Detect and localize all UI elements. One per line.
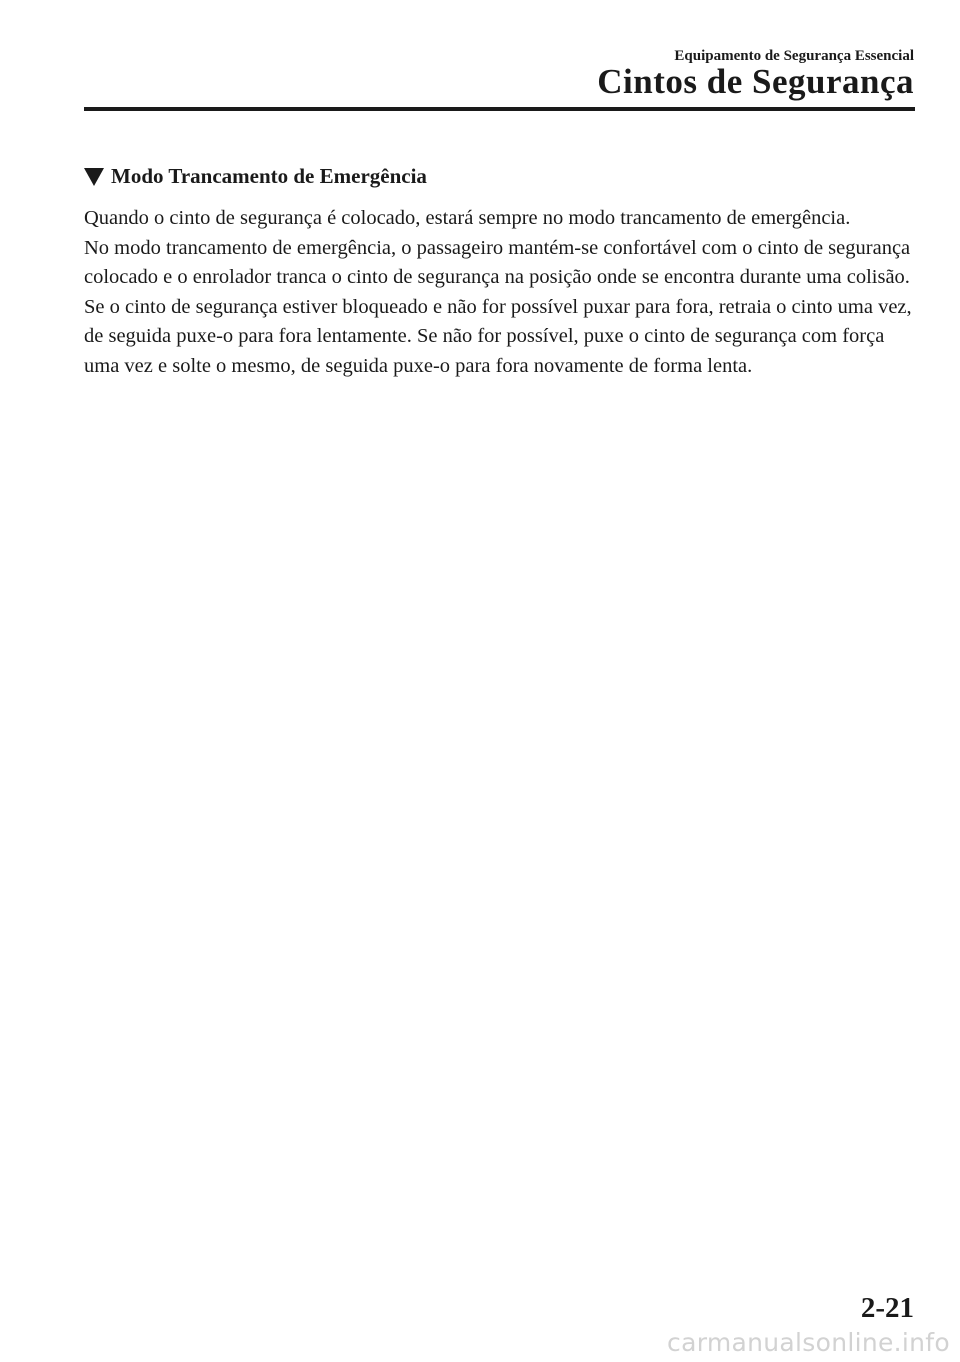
watermark: carmanualsonline.info xyxy=(667,1328,950,1357)
paragraph-1: Quando o cinto de segurança é colocado, estará sempre no modo trancamento de emergência. xyxy=(84,207,851,229)
running-header-chapter: Cintos de Segurança xyxy=(597,62,914,101)
paragraph-3: Se o cinto de segurança estiver bloqueado e não for possível puxar para fora, retraia o cinto uma vez, de seguida puxe-o para fora lentamente. Se não for possível, puxe o cinto de segurança com força uma vez e solte o mesmo, de seguida puxe-o para fora novamente de forma lenta. xyxy=(84,295,912,377)
running-header-section: Equipamento de Segurança Essencial xyxy=(674,48,914,64)
page-number: 2-21 xyxy=(860,1292,914,1324)
section-heading-text: Modo Trancamento de Emergência xyxy=(111,163,427,188)
triangle-down-icon xyxy=(84,168,104,186)
paragraph-2: No modo trancamento de emergência, o passageiro mantém-se confortável com o cinto de segurança colocado e o enrolador tranca o cinto de segurança na posição onde se encontra durante uma colisão. xyxy=(84,236,911,288)
header-rule xyxy=(84,107,915,111)
section-heading xyxy=(84,160,914,192)
page-content xyxy=(84,160,914,381)
